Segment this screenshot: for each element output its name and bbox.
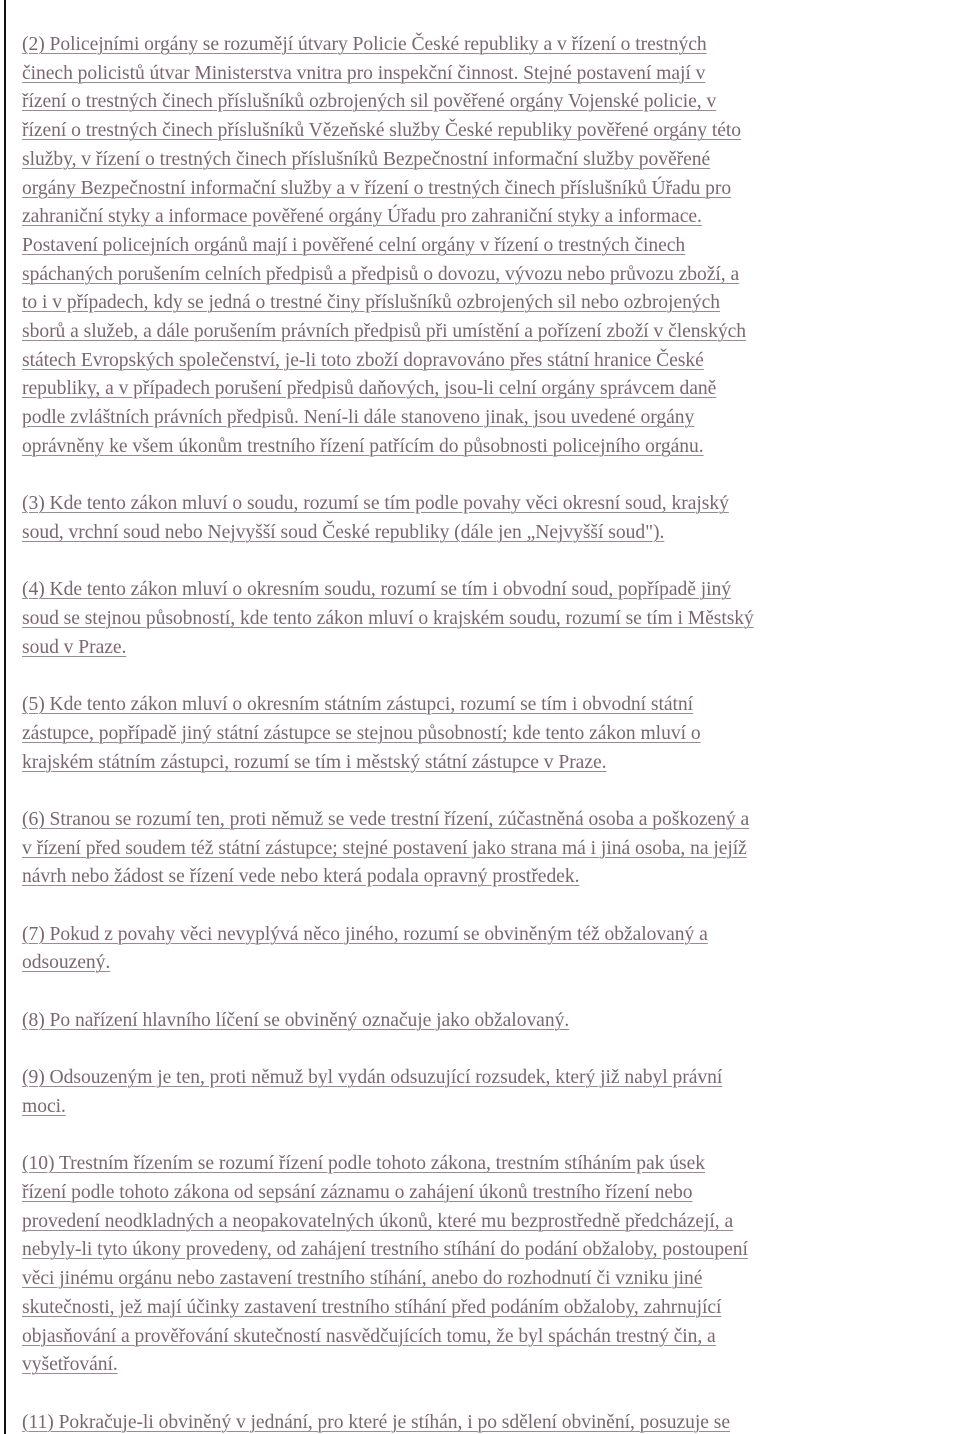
paragraph-line: podle zvláštních právních předpisů. Není-li dále stanoveno jinak, jsou uvedené orgány (22, 407, 695, 429)
paragraph-3 (22, 490, 958, 547)
paragraph-line: Postavení policejních orgánů mají i pověřené celní orgány v řízení o trestných činech (22, 234, 686, 256)
paragraph-line: návrh nebo žádost se řízení vede nebo která podala opravný prostředek. (22, 866, 580, 888)
paragraph-line: provedení neodkladných a neopakovatelných úkonů, které mu bezprostředně předcházejí, a (22, 1210, 734, 1232)
paragraph-line: řízení o trestných činech příslušníků Vězeňské služby České republiky pověřené orgány této (22, 120, 741, 142)
paragraph-line: to i v případech, kdy se jedná o trestné činy příslušníků ozbrojených sil nebo ozbrojených (22, 292, 720, 314)
paragraph-line: orgány Bezpečnostní informační služby a v řízení o trestných činech příslušníků Úřadu pro (22, 177, 732, 199)
paragraph-line: nebyly-li tyto úkony provedeny, od zahájení trestního stíhání do podání obžaloby, postoupení (22, 1239, 748, 1261)
paragraph-line: státech Evropských společenství, je-li toto zboží dopravováno přes státní hranice České (22, 349, 704, 371)
paragraph-line: krajském státním zástupci, rozumí se tím i městský státní zástupce v Praze. (22, 751, 607, 773)
paragraph-line: v řízení před soudem též státní zástupce; stejné postavení jako strana má i jiná osoba, na jejíž (22, 837, 747, 859)
paragraph-line: oprávněny ke všem úkonům trestního řízení patřícím do působnosti policejního orgánu. (22, 435, 704, 457)
paragraph-line: (9) Odsouzeným je ten, proti němuž byl vydán odsuzující rozsudek, který již nabyl právní (22, 1067, 723, 1089)
paragraph-line: (2) Policejními orgány se rozumějí útvary Policie České republiky a v řízení o trestných (22, 34, 707, 55)
paragraph-line: věci jinému orgánu nebo zastavení trestního stíhání, anebo do rozhodnutí či vzniku jiné (22, 1268, 703, 1290)
paragraph-9 (22, 1064, 958, 1121)
paragraph-line: republiky, a v případech porušení předpisů daňových, jsou-li celní orgány správcem daně (22, 378, 717, 400)
paragraph-line: služby, v řízení o trestných činech příslušníků Bezpečnostní informační služby pověřené (22, 148, 711, 170)
paragraph-2 (22, 31, 958, 462)
paragraph-line: (8) Po nařízení hlavního líčení se obviněný označuje jako obžalovaný. (22, 1009, 570, 1031)
paragraph-line: spáchaných porušením celních předpisů a předpisů o dovozu, vývozu nebo průvozu zboží, a (22, 263, 740, 285)
paragraph-line: (4) Kde tento zákon mluví o okresním soudu, rozumí se tím i obvodní soud, popřípadě jiný (22, 579, 732, 601)
paragraph-line: zástupce, popřípadě jiný státní zástupce se stejnou působností; kde tento zákon mluví o (22, 722, 701, 744)
paragraph-6 (22, 806, 958, 892)
paragraph-line: (11) Pokračuje-li obviněný v jednání, pro které je stíhán, i po sdělení obvinění, posuzuje se (22, 1411, 730, 1433)
left-margin-rule (4, 0, 6, 1434)
paragraph-8 (22, 1007, 958, 1036)
paragraph-line: soud se stejnou působností, kde tento zákon mluví o krajském soudu, rozumí se tím i Městský (22, 608, 754, 630)
document-body (22, 31, 958, 1434)
paragraph-line: řízení podle tohoto zákona od sepsání záznamu o zahájení úkonů trestního řízení nebo (22, 1182, 693, 1203)
paragraph-line: moci. (22, 1095, 66, 1117)
paragraph-line: (7) Pokud z povahy věci nevyplývá něco jiného, rozumí se obviněným též obžalovaný a (22, 923, 708, 945)
paragraph-4 (22, 576, 958, 662)
paragraph-line: skutečnosti, jež mají účinky zastavení trestního stíhání před podáním obžaloby, zahrnující (22, 1296, 722, 1318)
paragraph-line: vyšetřování. (22, 1354, 118, 1376)
paragraph-5 (22, 691, 958, 777)
paragraph-line: objasňování a prověřování skutečností nasvědčujících tomu, že byl spáchán trestný čin, a (22, 1325, 716, 1347)
paragraph-line: činech policistů útvar Ministerstva vnitra pro inspekční činnost. Stejné postavení mají v (22, 62, 706, 84)
paragraph-line: řízení o trestných činech příslušníků ozbrojených sil pověřené orgány Vojenské policie, v (22, 91, 717, 113)
paragraph-7 (22, 921, 958, 978)
paragraph-line: (5) Kde tento zákon mluví o okresním státním zástupci, rozumí se tím i obvodní státní (22, 694, 694, 716)
paragraph-line: soud, vrchní soud nebo Nejvyšší soud České republiky (dále jen „Nejvyšší soud"). (22, 521, 665, 543)
paragraph-11 (22, 1409, 958, 1434)
paragraph-line: (6) Stranou se rozumí ten, proti němuž se vede trestní řízení, zúčastněná osoba a poškozený a (22, 808, 750, 830)
paragraph-line: soud v Praze. (22, 636, 127, 658)
paragraph-line: (3) Kde tento zákon mluví o soudu, rozumí se tím podle povahy věci okresní soud, krajský (22, 493, 729, 515)
paragraph-line: odsouzený. (22, 952, 111, 974)
paragraph-10 (22, 1150, 958, 1380)
paragraph-line: sborů a služeb, a dále porušením právních předpisů při umístění a pořízení zboží v členských (22, 321, 746, 343)
paragraph-line: zahraniční styky a informace pověřené orgány Úřadu pro zahraniční styky a informace. (22, 206, 702, 228)
paragraph-line: (10) Trestním řízením se rozumí řízení podle tohoto zákona, trestním stíháním pak úsek (22, 1153, 705, 1175)
